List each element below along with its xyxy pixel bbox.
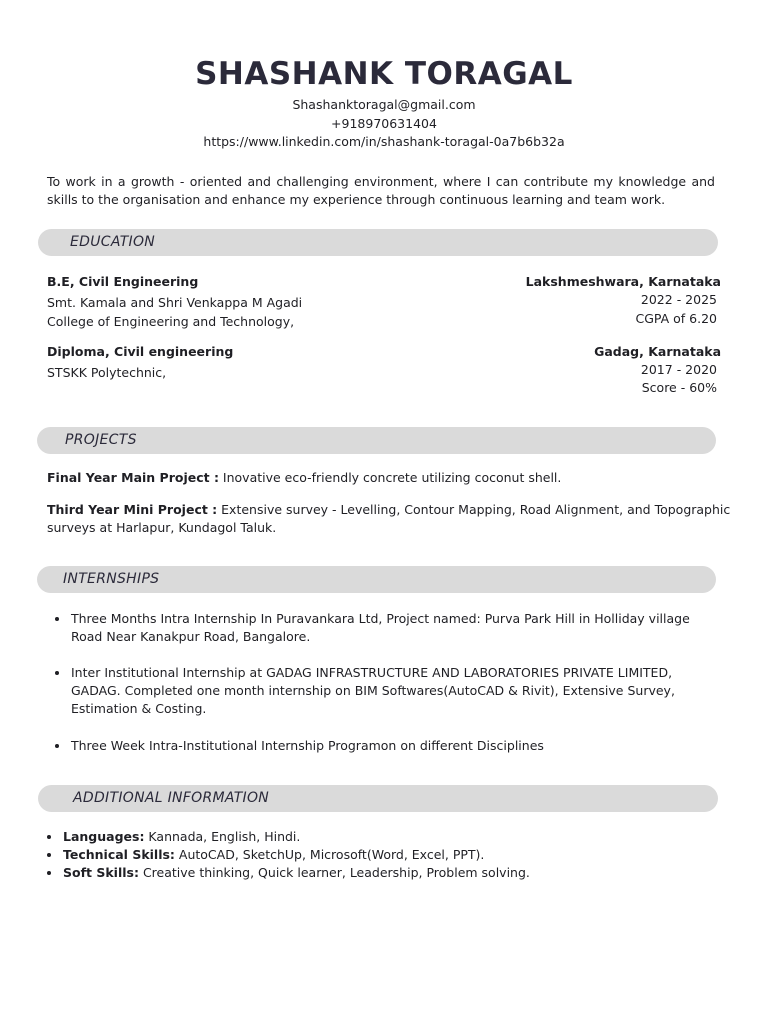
education-location: Gadag, Karnataka [594,344,721,359]
additional-info-title: ADDITIONAL INFORMATION [73,790,270,806]
list-item-line: GADAG. Completed one month internship on BIM Softwares(AutoCAD & Rivit), Extensive Survey, [71,683,675,698]
education-years: 2017 - 2020 [640,362,717,377]
institution-line: Smt. Kamala and Shri Venkappa M Agadi [47,295,303,310]
education-result: CGPA of 6.20 [635,311,717,326]
email-text[interactable]: Shashanktoragal@gmail.com [292,97,476,112]
institution-line: STSKK Polytechnic, [47,365,167,380]
list-item [71,664,721,718]
education-result: Score - 60% [641,380,717,395]
degree: B.E, Civil Engineering [47,274,199,289]
project-label: Final Year Main Project : [47,470,219,485]
list-item-line: Inter Institutional Internship at GADAG INFRASTRUCTURE AND LABORATORIES PRIVATE LIMITED, [71,665,673,680]
objective-text: To work in a growth - oriented and challenging environment, where I can contribute my knowledge and skills to the organisation and enhance my experience through continuous learning and team work. [47,174,715,207]
education-location: Lakshmeshwara, Karnataka [525,274,721,289]
institution-line: College of Engineering and Technology, [47,314,295,329]
list-item [63,864,713,882]
projects-title: PROJECTS [65,432,137,448]
list-item [63,846,713,864]
info-label: Languages: [63,829,145,844]
info-label: Technical Skills: [63,847,175,862]
candidate-name: SHASHANK TORAGAL [195,56,573,92]
linkedin-link[interactable]: https://www.linkedin.com/in/shashank-toragal-0a7b6b32a [203,134,565,149]
project-description: Inovative eco-friendly concrete utilizing coconut shell. [218,470,562,485]
list-item-line: Three Week Intra-Institutional Internship Programon on different Disciplines [71,738,544,753]
project-description: Extensive survey - Levelling, Contour Mapping, Road Alignment, and Topographic [217,502,731,517]
project-label: Third Year Mini Project : [47,502,218,517]
education-title: EDUCATION [70,234,156,250]
phone-text[interactable]: +918970631404 [331,116,437,131]
additional-info-section-header [38,785,718,812]
internships-section-header [37,566,716,593]
education-section-header [38,229,718,256]
info-value: AutoCAD, SketchUp, Microsoft(Word, Excel, PPT). [174,847,485,862]
project-item [47,469,561,487]
info-value: Creative thinking, Quick learner, Leadership, Problem solving. [138,865,530,880]
list-item [71,610,721,646]
info-value: Kannada, English, Hindi. [144,829,301,844]
project-description-continued: surveys at Harlapur, Kundagol Taluk. [47,520,277,535]
list-item [63,828,713,846]
list-item [71,737,721,755]
info-label: Soft Skills: [63,865,139,880]
internships-title: INTERNSHIPS [63,571,160,587]
list-item-line: Estimation & Costing. [71,701,207,716]
education-years: 2022 - 2025 [640,292,717,307]
list-item-line: Road Near Kanakpur Road, Bangalore. [71,629,311,644]
project-item [47,501,730,519]
additional-info-list [63,828,713,882]
degree: Diploma, Civil engineering [47,344,234,359]
list-item-line: Three Months Intra Internship In Puravankara Ltd, Project named: Purva Park Hill in Holliday village [71,611,690,626]
internships-list [71,610,721,755]
projects-section-header [37,427,716,454]
